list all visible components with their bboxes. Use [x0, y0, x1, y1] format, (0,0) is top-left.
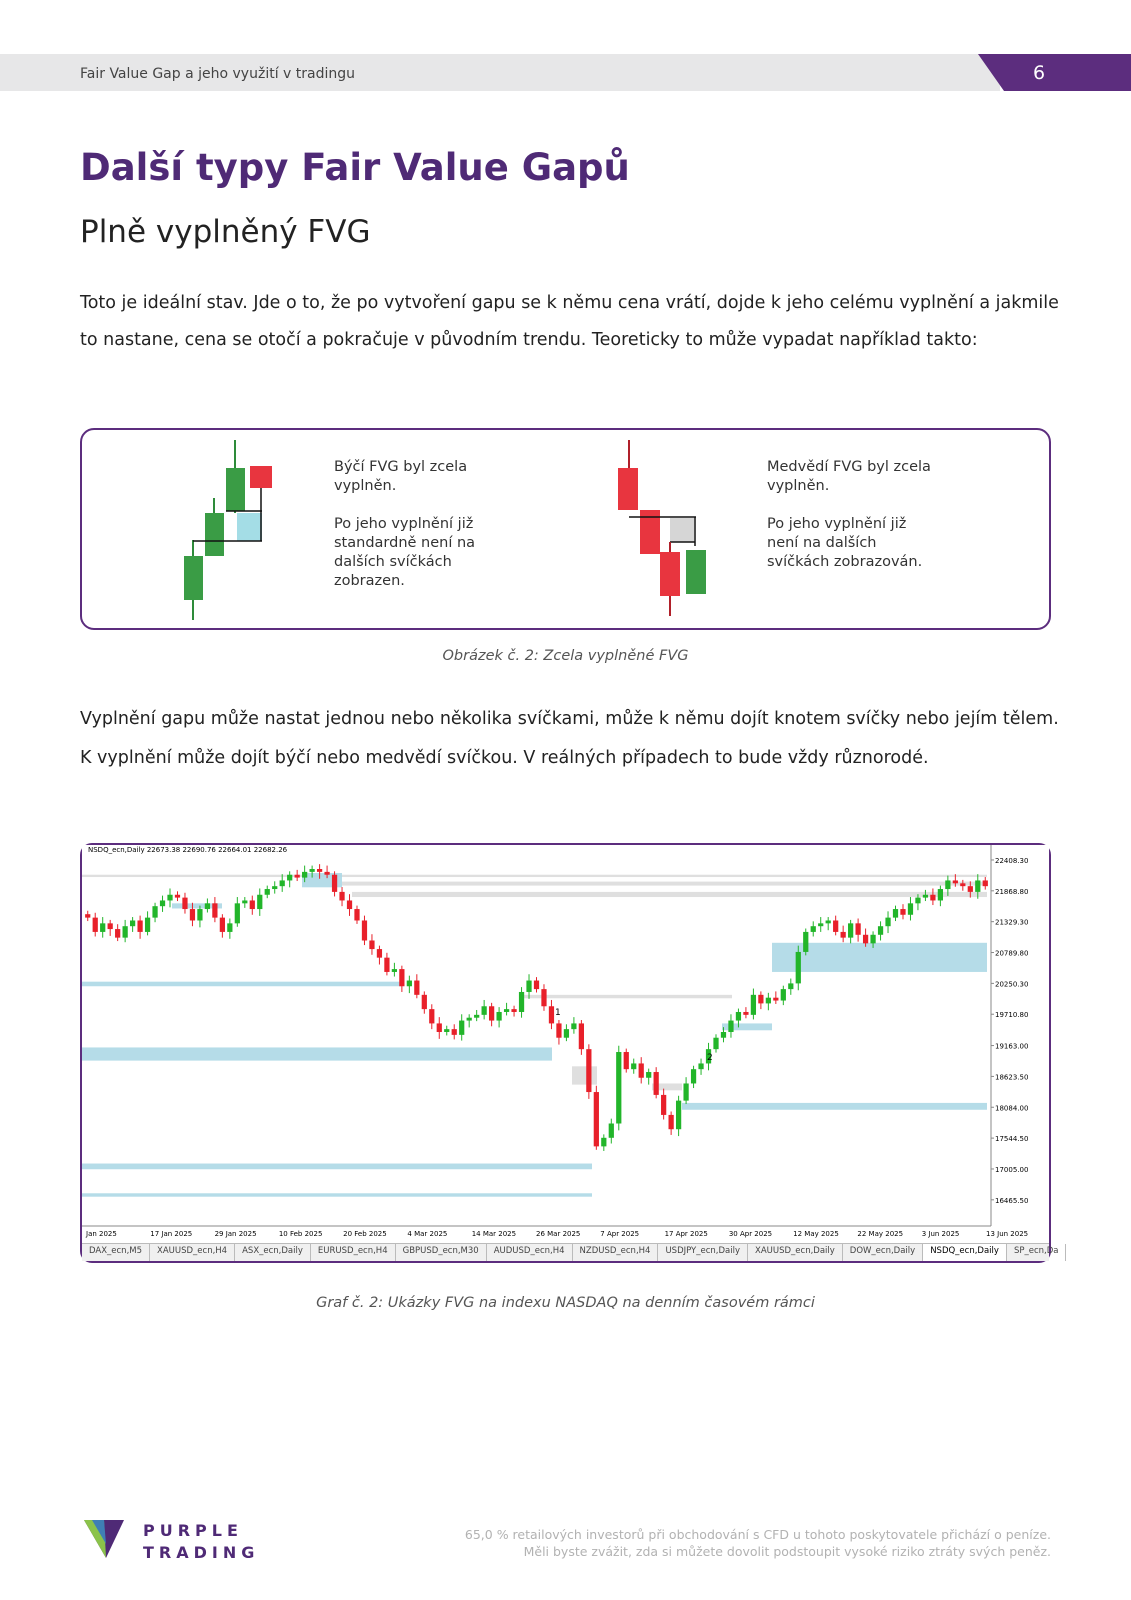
candle-body: [885, 918, 890, 927]
candle-body: [265, 889, 270, 895]
chart-symbol-header: NSDQ_ecn,Daily 22673.38 22690.76 22664.01 22682.26: [88, 846, 288, 854]
candle-body: [683, 1083, 688, 1100]
candle-body: [152, 906, 157, 917]
candle-body: [953, 880, 958, 883]
candle-body: [220, 918, 225, 932]
fvg-marker-1: 1: [555, 1008, 561, 1018]
candle-body: [803, 932, 808, 952]
candle-body: [257, 895, 262, 909]
time-tick-label: 7 Apr 2025: [600, 1230, 640, 1238]
candle-body: [594, 1092, 599, 1146]
candle-body: [310, 869, 315, 872]
candle-body: [736, 1012, 741, 1021]
symbol-tab[interactable]: XAUUSD_ecn,H4: [150, 1244, 235, 1261]
candle-body: [242, 900, 247, 903]
candle-body: [85, 914, 90, 917]
document-title: Fair Value Gap a jeho využití v tradingu: [80, 66, 356, 82]
symbol-tab[interactable]: USDJPY_ecn,Daily: [658, 1244, 748, 1261]
symbol-tab[interactable]: NSDQ_ecn,Daily: [923, 1244, 1007, 1261]
bull-caption-line2: Po jeho vyplnění již standardně není na dalších svíčkách zobrazen.: [334, 516, 476, 589]
time-tick-label: 3 Jun 2025: [921, 1230, 960, 1238]
symbol-tab-bar: [82, 1243, 1059, 1261]
candle-body: [137, 920, 142, 931]
price-tick-label: 19163.00: [995, 1042, 1029, 1051]
figure-caption: Obrázek č. 2: Zcela vyplněné FVG: [442, 648, 689, 664]
bear-candle-3: [660, 552, 680, 596]
candle-body: [459, 1021, 464, 1035]
candle-body: [519, 992, 524, 1012]
candle-body: [227, 923, 232, 932]
candle-body: [975, 880, 980, 891]
candle-body: [796, 952, 801, 983]
candle-body: [713, 1038, 718, 1049]
candle-body: [646, 1072, 651, 1078]
candle-body: [362, 920, 367, 940]
fvg-marker-2: 2: [707, 1053, 713, 1063]
fvg-zone: [82, 982, 402, 987]
purple-trading-logo: [84, 1520, 134, 1564]
candle-body: [474, 1015, 479, 1018]
page-heading: Další typy Fair Value Gapů: [80, 146, 630, 189]
symbol-tab[interactable]: AUDUSD_ecn,H4: [487, 1244, 573, 1261]
candle-body: [526, 981, 531, 992]
bear-candle-4: [686, 550, 706, 594]
symbol-tab[interactable]: GBPUSD_ecn,M30: [396, 1244, 487, 1261]
candle-body: [908, 903, 913, 914]
candle-body: [212, 903, 217, 917]
bear-caption-line2: Po jeho vyplnění již není na dalších svíčkách zobrazován.: [767, 516, 923, 570]
candle-body: [661, 1095, 666, 1115]
candle-body: [601, 1138, 606, 1147]
candle-body: [280, 880, 285, 886]
time-tick-label: 13 Jun 2025: [986, 1230, 1029, 1238]
fvg-zone: [82, 1047, 552, 1060]
candle-body: [541, 989, 546, 1006]
candle-body: [190, 909, 195, 920]
candle-body: [624, 1052, 629, 1069]
candle-body: [422, 995, 427, 1009]
candle-body: [639, 1063, 644, 1077]
fvg-illustration: [80, 428, 1051, 630]
candle-body: [534, 981, 539, 990]
price-tick-label: 18084.00: [995, 1104, 1029, 1113]
candle-body: [586, 1049, 591, 1092]
candle-body: [250, 900, 255, 909]
bear-gap-zone: [670, 518, 694, 542]
candle-body: [811, 926, 816, 932]
candle-body: [751, 995, 756, 1015]
candle-body: [167, 895, 172, 901]
candle-body: [900, 909, 905, 915]
bull-candle-3: [226, 468, 245, 511]
candle-body: [369, 941, 374, 950]
symbol-tab[interactable]: ASX_ecn,Daily: [235, 1244, 311, 1261]
section-subheading: Plně vyplněný FVG: [80, 214, 371, 250]
candle-body: [205, 903, 210, 909]
fvg-zone: [82, 1164, 592, 1170]
price-tick-label: 16465.50: [995, 1196, 1029, 1205]
price-tick-label: 17544.50: [995, 1135, 1029, 1144]
candle-body: [691, 1069, 696, 1083]
candle-body: [182, 898, 187, 909]
candle-body: [788, 983, 793, 989]
candle-body: [295, 875, 300, 878]
candle-body: [781, 989, 786, 1000]
candle-body: [669, 1115, 674, 1129]
candle-body: [384, 958, 389, 972]
candle-body: [855, 923, 860, 934]
time-axis: [85, 1230, 1028, 1238]
price-tick-label: 18623.50: [995, 1073, 1029, 1082]
candle-body: [549, 1006, 554, 1023]
time-tick-label: 14 Mar 2025: [471, 1230, 517, 1238]
candle-body: [960, 883, 965, 886]
symbol-tab[interactable]: XAUUSD_ecn,Daily: [748, 1244, 843, 1261]
candle-body: [115, 929, 120, 938]
candle-body: [923, 895, 928, 898]
fvg-zone: [352, 892, 987, 897]
time-tick-label: Jan 2025: [86, 1230, 117, 1238]
candle-body: [870, 935, 875, 944]
candle-body: [332, 875, 337, 892]
time-tick-label: 26 Mar 2025: [536, 1230, 581, 1238]
candle-body: [467, 1018, 472, 1021]
candle-body: [841, 932, 846, 938]
candle-body: [145, 918, 150, 932]
candle-body: [818, 923, 823, 926]
fvg-zone: [682, 1103, 987, 1110]
symbol-tab[interactable]: SP_ecn,Da: [1007, 1244, 1067, 1261]
fvg-zone: [82, 1193, 592, 1196]
bull-candle-4: [250, 466, 272, 488]
price-tick-label: 21329.30: [995, 918, 1029, 927]
symbol-tab[interactable]: EURUSD_ecn,H4: [311, 1244, 396, 1261]
symbol-tab[interactable]: NZDUSD_ecn,H4: [573, 1244, 659, 1261]
candle-body: [123, 926, 128, 937]
candle-body: [108, 923, 113, 929]
fvg-zone: [522, 995, 732, 998]
candle-body: [743, 1012, 748, 1015]
time-tick-label: 17 Jan 2025: [150, 1230, 193, 1238]
candle-body: [407, 981, 412, 987]
candle-body: [175, 895, 180, 898]
candle-body: [100, 923, 105, 932]
candle-body: [698, 1063, 703, 1069]
bearish-fvg-example: [618, 440, 706, 616]
candle-body: [848, 923, 853, 937]
candle-body: [504, 1009, 509, 1012]
candle-body: [511, 1009, 516, 1012]
candle-body: [945, 880, 950, 889]
candle-body: [197, 909, 202, 920]
candle-body: [272, 886, 277, 889]
bear-caption-line1: Medvědí FVG byl zcela vyplněn.: [767, 459, 931, 494]
candle-body: [130, 920, 135, 926]
candle-body: [489, 1006, 494, 1020]
time-tick-label: 30 Apr 2025: [728, 1230, 773, 1238]
candle-body: [392, 969, 397, 972]
fvg-zone: [342, 882, 987, 886]
time-tick-label: 12 May 2025: [793, 1230, 839, 1238]
candle-body: [452, 1029, 457, 1035]
time-tick-label: 17 Apr 2025: [664, 1230, 708, 1238]
candle-body: [983, 880, 988, 886]
price-tick-label: 22408.30: [995, 856, 1029, 865]
time-tick-label: 20 Feb 2025: [343, 1230, 387, 1238]
candle-body: [579, 1023, 584, 1049]
logo-text-line2: TRADING: [143, 1543, 260, 1562]
candle-body: [482, 1006, 487, 1015]
candle-body: [324, 872, 329, 875]
candle-body: [631, 1063, 636, 1069]
candle-body: [833, 920, 838, 931]
candle-body: [302, 872, 307, 878]
bull-caption-line1: Býčí FVG byl zcela vyplněn.: [334, 459, 468, 494]
candle-body: [571, 1023, 576, 1029]
logo-mark-icon: [84, 1520, 134, 1560]
candle-body: [616, 1052, 621, 1123]
candle-body: [429, 1009, 434, 1023]
price-tick-label: 20250.30: [995, 980, 1029, 989]
bull-gap-zone: [237, 513, 262, 541]
candle-body: [377, 949, 382, 958]
time-tick-label: 29 Jan 2025: [214, 1230, 257, 1238]
page-number: 6: [1032, 62, 1046, 84]
candle-body: [399, 969, 404, 986]
candle-body: [758, 995, 763, 1004]
disclaimer-line2: Měli byste zvážit, zda si můžete dovolit podstoupit vysoké riziko ztráty svých peněz.: [523, 1544, 1051, 1559]
bull-candle-2: [205, 513, 224, 556]
candle-body: [496, 1012, 501, 1021]
filling-paragraph: Vyplnění gapu může nastat jednou nebo několika svíčkami, může k němu dojít knotem svíčky nebo jejím tělem. K vyplnění může dojít býčí nebo medvědí svíčkou. V reálných případech to bude vždy různorodé.: [80, 709, 1059, 768]
candle-body: [414, 981, 419, 995]
risk-disclaimer: [411, 1526, 1051, 1560]
candle-body: [773, 998, 778, 1001]
candle-body: [654, 1072, 659, 1095]
candle-body: [160, 900, 165, 906]
intro-paragraph: Toto je ideální stav. Jde o to, že po vytvoření gapu se k němu cena vrátí, dojde k jeho celému vyplnění a jakmile to nastane, cena se otočí a pokračuje v původním trendu. Teoreticky to může vypadat například takto:: [80, 293, 1059, 350]
candle-body: [354, 909, 359, 920]
chart-caption: Graf č. 2: Ukázky FVG na indexu NASDAQ na denním časovém rámci: [316, 1295, 815, 1311]
candle-body: [347, 900, 352, 909]
candle-body: [938, 889, 943, 900]
symbol-tab[interactable]: DOW_ecn,Daily: [843, 1244, 923, 1261]
price-tick-label: 17005.00: [995, 1165, 1029, 1174]
candle-body: [676, 1101, 681, 1130]
candle-body: [287, 875, 292, 881]
candle-body: [556, 1023, 561, 1037]
candle-body: [93, 918, 98, 932]
candle-body: [317, 869, 322, 872]
candle-body: [721, 1032, 726, 1038]
candle-body: [437, 1023, 442, 1032]
bear-candle-1: [618, 468, 638, 510]
candle-body: [564, 1029, 569, 1038]
candle-body: [766, 998, 771, 1004]
candle-body: [930, 895, 935, 901]
candle-body: [728, 1021, 733, 1032]
time-tick-label: 22 May 2025: [857, 1230, 904, 1238]
candle-body: [863, 935, 868, 944]
candle-body: [444, 1029, 449, 1032]
time-tick-label: 4 Mar 2025: [407, 1230, 448, 1238]
logo-text-line1: PURPLE: [143, 1521, 243, 1540]
candle-body: [968, 886, 973, 892]
price-tick-label: 21868.80: [995, 887, 1029, 896]
candle-body: [339, 892, 344, 901]
disclaimer-line1: 65,0 % retailových investorů při obchodování s CFD u tohoto poskytovatele přichází o peníze.: [464, 1527, 1051, 1542]
price-tick-label: 20789.80: [995, 949, 1029, 958]
candle-body: [826, 920, 831, 923]
fvg-zone: [572, 1066, 597, 1084]
fvg-zone: [82, 875, 987, 877]
page-number-tab: [978, 54, 1131, 91]
candle-body: [893, 909, 898, 918]
candle-body: [609, 1124, 614, 1138]
candle-body: [235, 903, 240, 923]
candle-body: [915, 898, 920, 904]
candlestick-plot: [82, 845, 1049, 1243]
bull-candle-1: [184, 556, 203, 600]
bullish-fvg-example: [184, 440, 272, 620]
price-tick-label: 19710.80: [995, 1011, 1029, 1020]
candle-body: [878, 926, 883, 935]
nasdaq-chart: [80, 843, 1059, 1263]
symbol-tab[interactable]: DAX_ecn,M5: [82, 1244, 150, 1261]
time-tick-label: 10 Feb 2025: [278, 1230, 323, 1238]
